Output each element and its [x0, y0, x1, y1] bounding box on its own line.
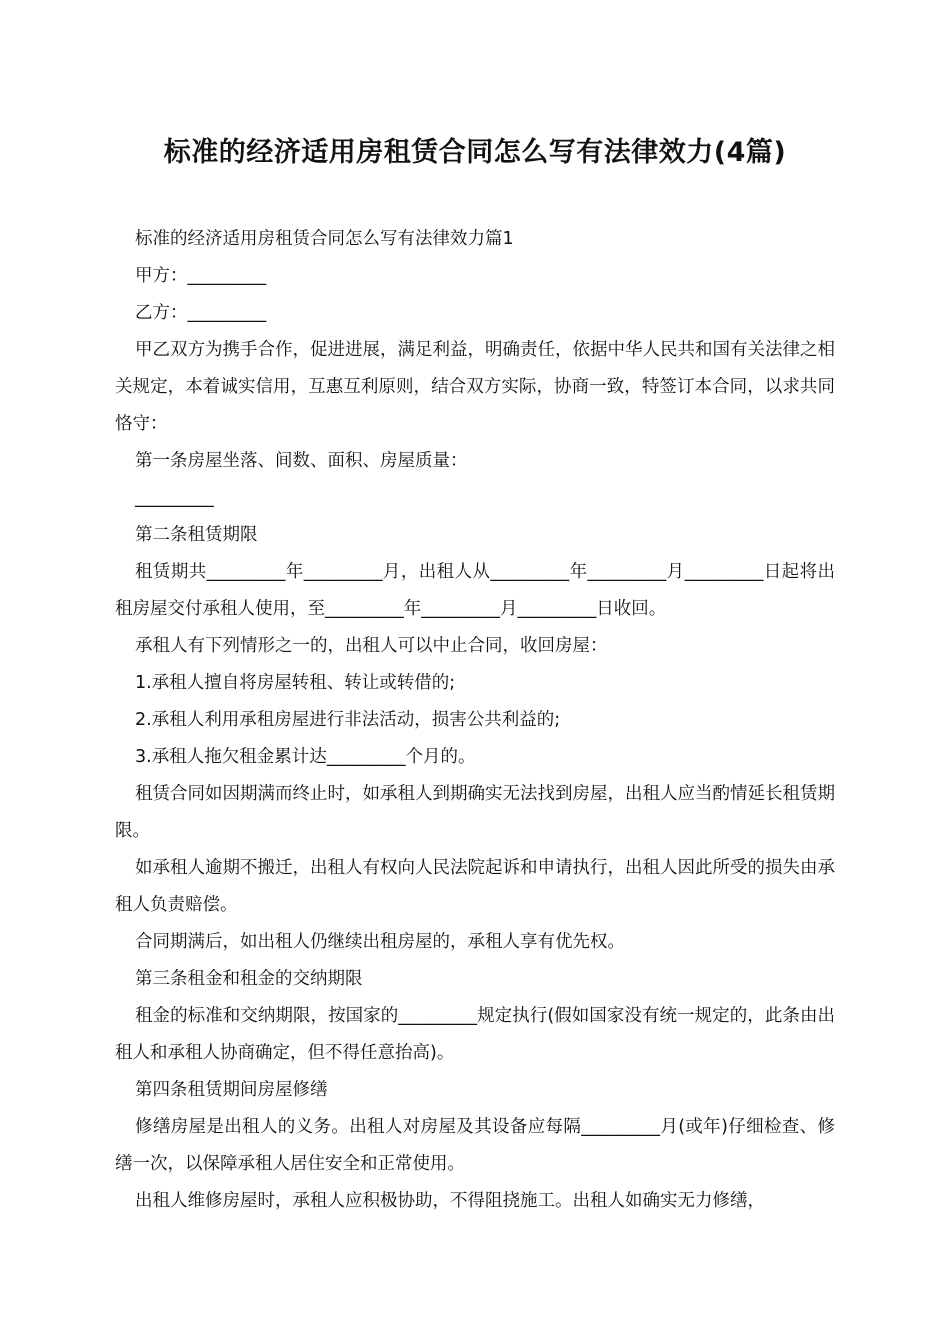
termination-item-3: 3.承租人拖欠租金累计达_________个月的。	[135, 747, 476, 767]
preamble-paragraph: 甲乙双方为携手合作，促进进展，满足利益，明确责任，依据中华人民共和国有关法律之相关规定，本着诚实信用，互惠互利原则，结合双方实际，协商一致，特签订本合同，以求共同恪守：	[115, 340, 835, 434]
article-4-heading: 第四条租赁期间房屋修缮	[135, 1080, 328, 1100]
repair-duty-paragraph: 修缮房屋是出租人的义务。出租人对房屋及其设备应每隔_________月(或年)仔细检查、修缮一次，以保障承租人居住安全和正常使用。	[115, 1117, 835, 1174]
document-title: 标准的经济适用房租赁合同怎么写有法律效力(4篇)	[163, 137, 787, 168]
section-heading: 标准的经济适用房租赁合同怎么写有法律效力篇1	[135, 229, 514, 249]
document-body	[115, 221, 835, 1220]
article-1-heading: 第一条房屋坐落、间数、面积、房屋质量：	[135, 451, 468, 471]
party-b-line: 乙方：_________	[135, 303, 267, 323]
lease-extension-paragraph: 租赁合同如因期满而终止时，如承租人到期确实无法找到房屋，出租人应当酌情延长租赁期限。	[115, 784, 835, 841]
termination-item-2: 2.承租人利用承租房屋进行非法活动，损害公共利益的;	[135, 710, 561, 730]
repair-cooperation-paragraph: 出租人维修房屋时，承租人应积极协助，不得阻挠施工。出租人如确实无力修缮，	[135, 1191, 765, 1211]
overstay-paragraph: 如承租人逾期不搬迁，出租人有权向人民法院起诉和申请执行，出租人因此所受的损失由承租人负责赔偿。	[115, 858, 835, 915]
rent-standard-paragraph: 租金的标准和交纳期限，按国家的_________规定执行(假如国家没有统一规定的，此条由出租人和承租人协商确定，但不得任意抬高)。	[115, 1006, 835, 1063]
article-1-blank: _________	[135, 488, 214, 508]
article-2-heading: 第二条租赁期限	[135, 525, 258, 545]
priority-right-paragraph: 合同期满后，如出租人仍继续出租房屋的，承租人享有优先权。	[135, 932, 625, 952]
termination-conditions-paragraph: 承租人有下列情形之一的，出租人可以中止合同，收回房屋：	[135, 636, 608, 656]
article-3-heading: 第三条租金和租金的交纳期限	[135, 969, 363, 989]
party-a-line: 甲方：_________	[135, 266, 267, 286]
termination-item-1: 1.承租人擅自将房屋转租、转让或转借的;	[135, 673, 456, 693]
lease-term-paragraph: 租赁期共_________年_________月，出租人从_________年_________月_________日起将出租房屋交付承租人使用，至_________年_________月_________日收回。	[115, 562, 835, 619]
